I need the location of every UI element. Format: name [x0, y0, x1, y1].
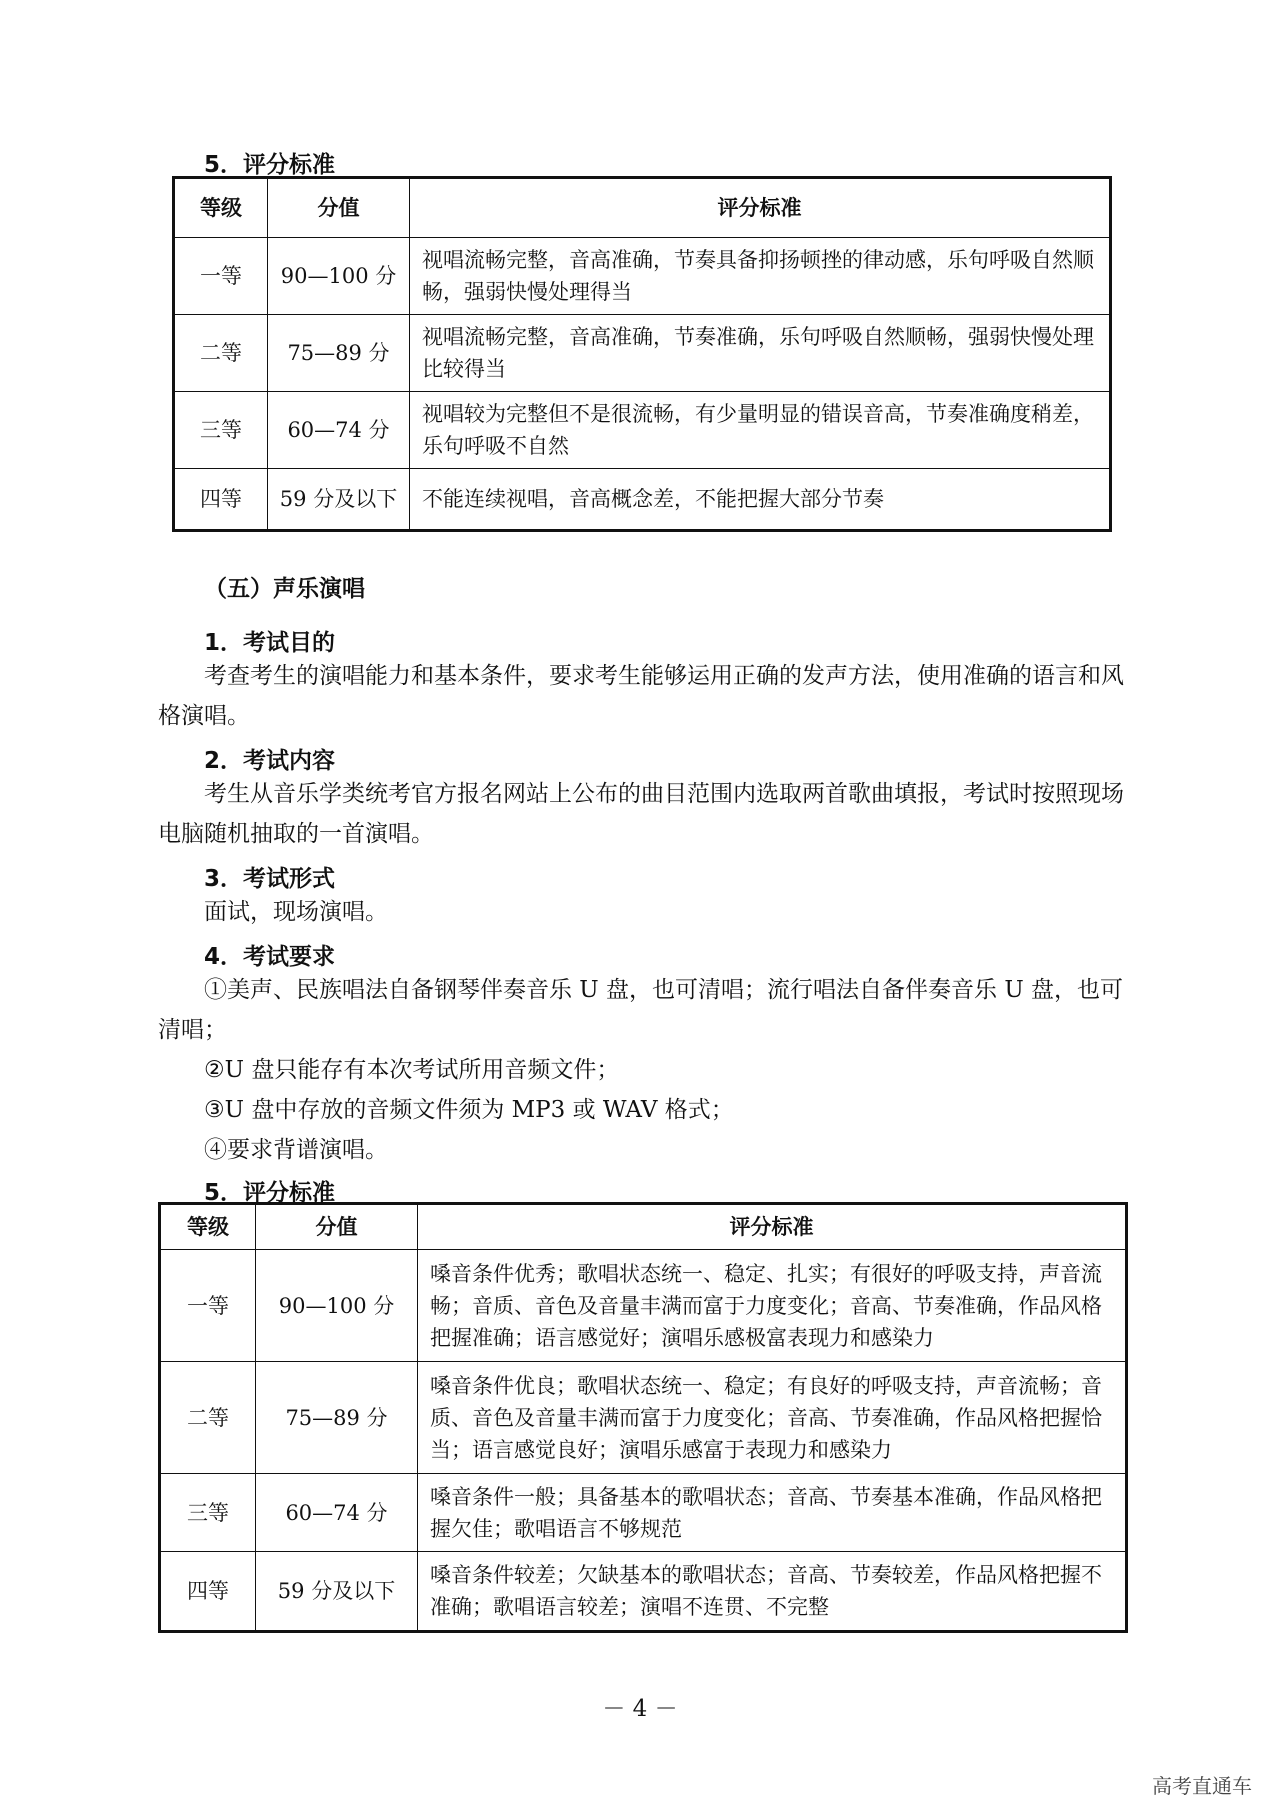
- criteria-cell: 不能连续视唱，音高概念差，不能把握大部分节奏: [410, 469, 1111, 531]
- criteria-cell: 嗓音条件优良；歌唱状态统一、稳定；有良好的呼吸支持，声音流畅；音质、音色及音量丰满而富于力度变化；音高、节奏准确，作品风格把握恰当；语言感觉良好；演唱乐感富于表现力和感染力: [418, 1362, 1127, 1474]
- table1-header-criteria: 评分标准: [410, 178, 1111, 238]
- table-row: [174, 469, 1111, 531]
- table1-header-grade: 等级: [174, 178, 268, 238]
- table2-header-criteria: 评分标准: [418, 1204, 1127, 1250]
- grade-cell: 一等: [174, 238, 268, 315]
- score-cell: 59 分及以下: [256, 1552, 418, 1632]
- requirement-item: ④要求背谱演唱。: [204, 1137, 388, 1163]
- form-text: 面试，现场演唱。: [204, 899, 388, 925]
- content-heading: 2．考试内容: [204, 748, 336, 774]
- table2-scoring-standard: [158, 1202, 1128, 1633]
- section-title: （五）声乐演唱: [204, 576, 365, 602]
- requirements-heading: 4．考试要求: [204, 944, 336, 970]
- table2-heading: 5．评分标准: [204, 1180, 336, 1206]
- purpose-text: 考查考生的演唱能力和基本条件，要求考生能够运用正确的发声方法，使用准确的语言和风格演唱。: [158, 663, 1124, 729]
- score-cell: 59 分及以下: [268, 469, 410, 531]
- criteria-cell: 嗓音条件优秀；歌唱状态统一、稳定、扎实；有很好的呼吸支持，声音流畅；音质、音色及音量丰满而富于力度变化；音高、节奏准确，作品风格把握准确；语言感觉好；演唱乐感极富表现力和感染力: [418, 1250, 1127, 1362]
- table-row: [160, 1552, 1127, 1632]
- score-cell: 75—89 分: [256, 1362, 418, 1474]
- grade-cell: 一等: [160, 1250, 256, 1362]
- grade-cell: 三等: [160, 1474, 256, 1552]
- criteria-cell: 嗓音条件一般；具备基本的歌唱状态；音高、节奏基本准确，作品风格把握欠佳；歌唱语言不够规范: [418, 1474, 1127, 1552]
- grade-cell: 四等: [174, 469, 268, 531]
- criteria-cell: 视唱较为完整但不是很流畅，有少量明显的错误音高，节奏准确度稍差，乐句呼吸不自然: [410, 392, 1111, 469]
- table2-header-row: [160, 1204, 1127, 1250]
- table-row: [160, 1362, 1127, 1474]
- table-row: [174, 238, 1111, 315]
- requirement-item: ②U 盘只能存有本次考试所用音频文件；: [204, 1057, 620, 1083]
- score-cell: 75—89 分: [268, 315, 410, 392]
- grade-cell: 四等: [160, 1552, 256, 1632]
- requirement-item: ③U 盘中存放的音频文件须为 MP3 或 WAV 格式；: [204, 1097, 734, 1123]
- requirement-item: ①美声、民族唱法自备钢琴伴奏音乐 U 盘，也可清唱；流行唱法自备伴奏音乐 U 盘，也可清唱；: [158, 977, 1124, 1043]
- form-heading: 3．考试形式: [204, 866, 336, 892]
- table-row: [174, 315, 1111, 392]
- table2-header-score: 分值: [256, 1204, 418, 1250]
- table2-header-grade: 等级: [160, 1204, 256, 1250]
- table-row: [160, 1474, 1127, 1552]
- grade-cell: 二等: [174, 315, 268, 392]
- score-cell: 60—74 分: [256, 1474, 418, 1552]
- table1-header-row: [174, 178, 1111, 238]
- score-cell: 90—100 分: [256, 1250, 418, 1362]
- page-number: － 4 －: [602, 1696, 678, 1722]
- table1-header-score: 分值: [268, 178, 410, 238]
- criteria-cell: 视唱流畅完整，音高准确，节奏准确，乐句呼吸自然顺畅，强弱快慢处理比较得当: [410, 315, 1111, 392]
- content-text: 考生从音乐学类统考官方报名网站上公布的曲目范围内选取两首歌曲填报，考试时按照现场电脑随机抽取的一首演唱。: [158, 781, 1124, 847]
- score-cell: 60—74 分: [268, 392, 410, 469]
- grade-cell: 三等: [174, 392, 268, 469]
- criteria-cell: 嗓音条件较差；欠缺基本的歌唱状态；音高、节奏较差，作品风格把握不准确；歌唱语言较差；演唱不连贯、不完整: [418, 1552, 1127, 1632]
- table-row: [174, 392, 1111, 469]
- purpose-heading: 1．考试目的: [204, 630, 336, 656]
- table1-heading: 5．评分标准: [204, 152, 336, 178]
- table1-scoring-standard: [172, 176, 1112, 532]
- watermark: 高考直通车: [1152, 1774, 1252, 1798]
- table-row: [160, 1250, 1127, 1362]
- criteria-cell: 视唱流畅完整，音高准确，节奏具备抑扬顿挫的律动感，乐句呼吸自然顺畅，强弱快慢处理得当: [410, 238, 1111, 315]
- score-cell: 90—100 分: [268, 238, 410, 315]
- grade-cell: 二等: [160, 1362, 256, 1474]
